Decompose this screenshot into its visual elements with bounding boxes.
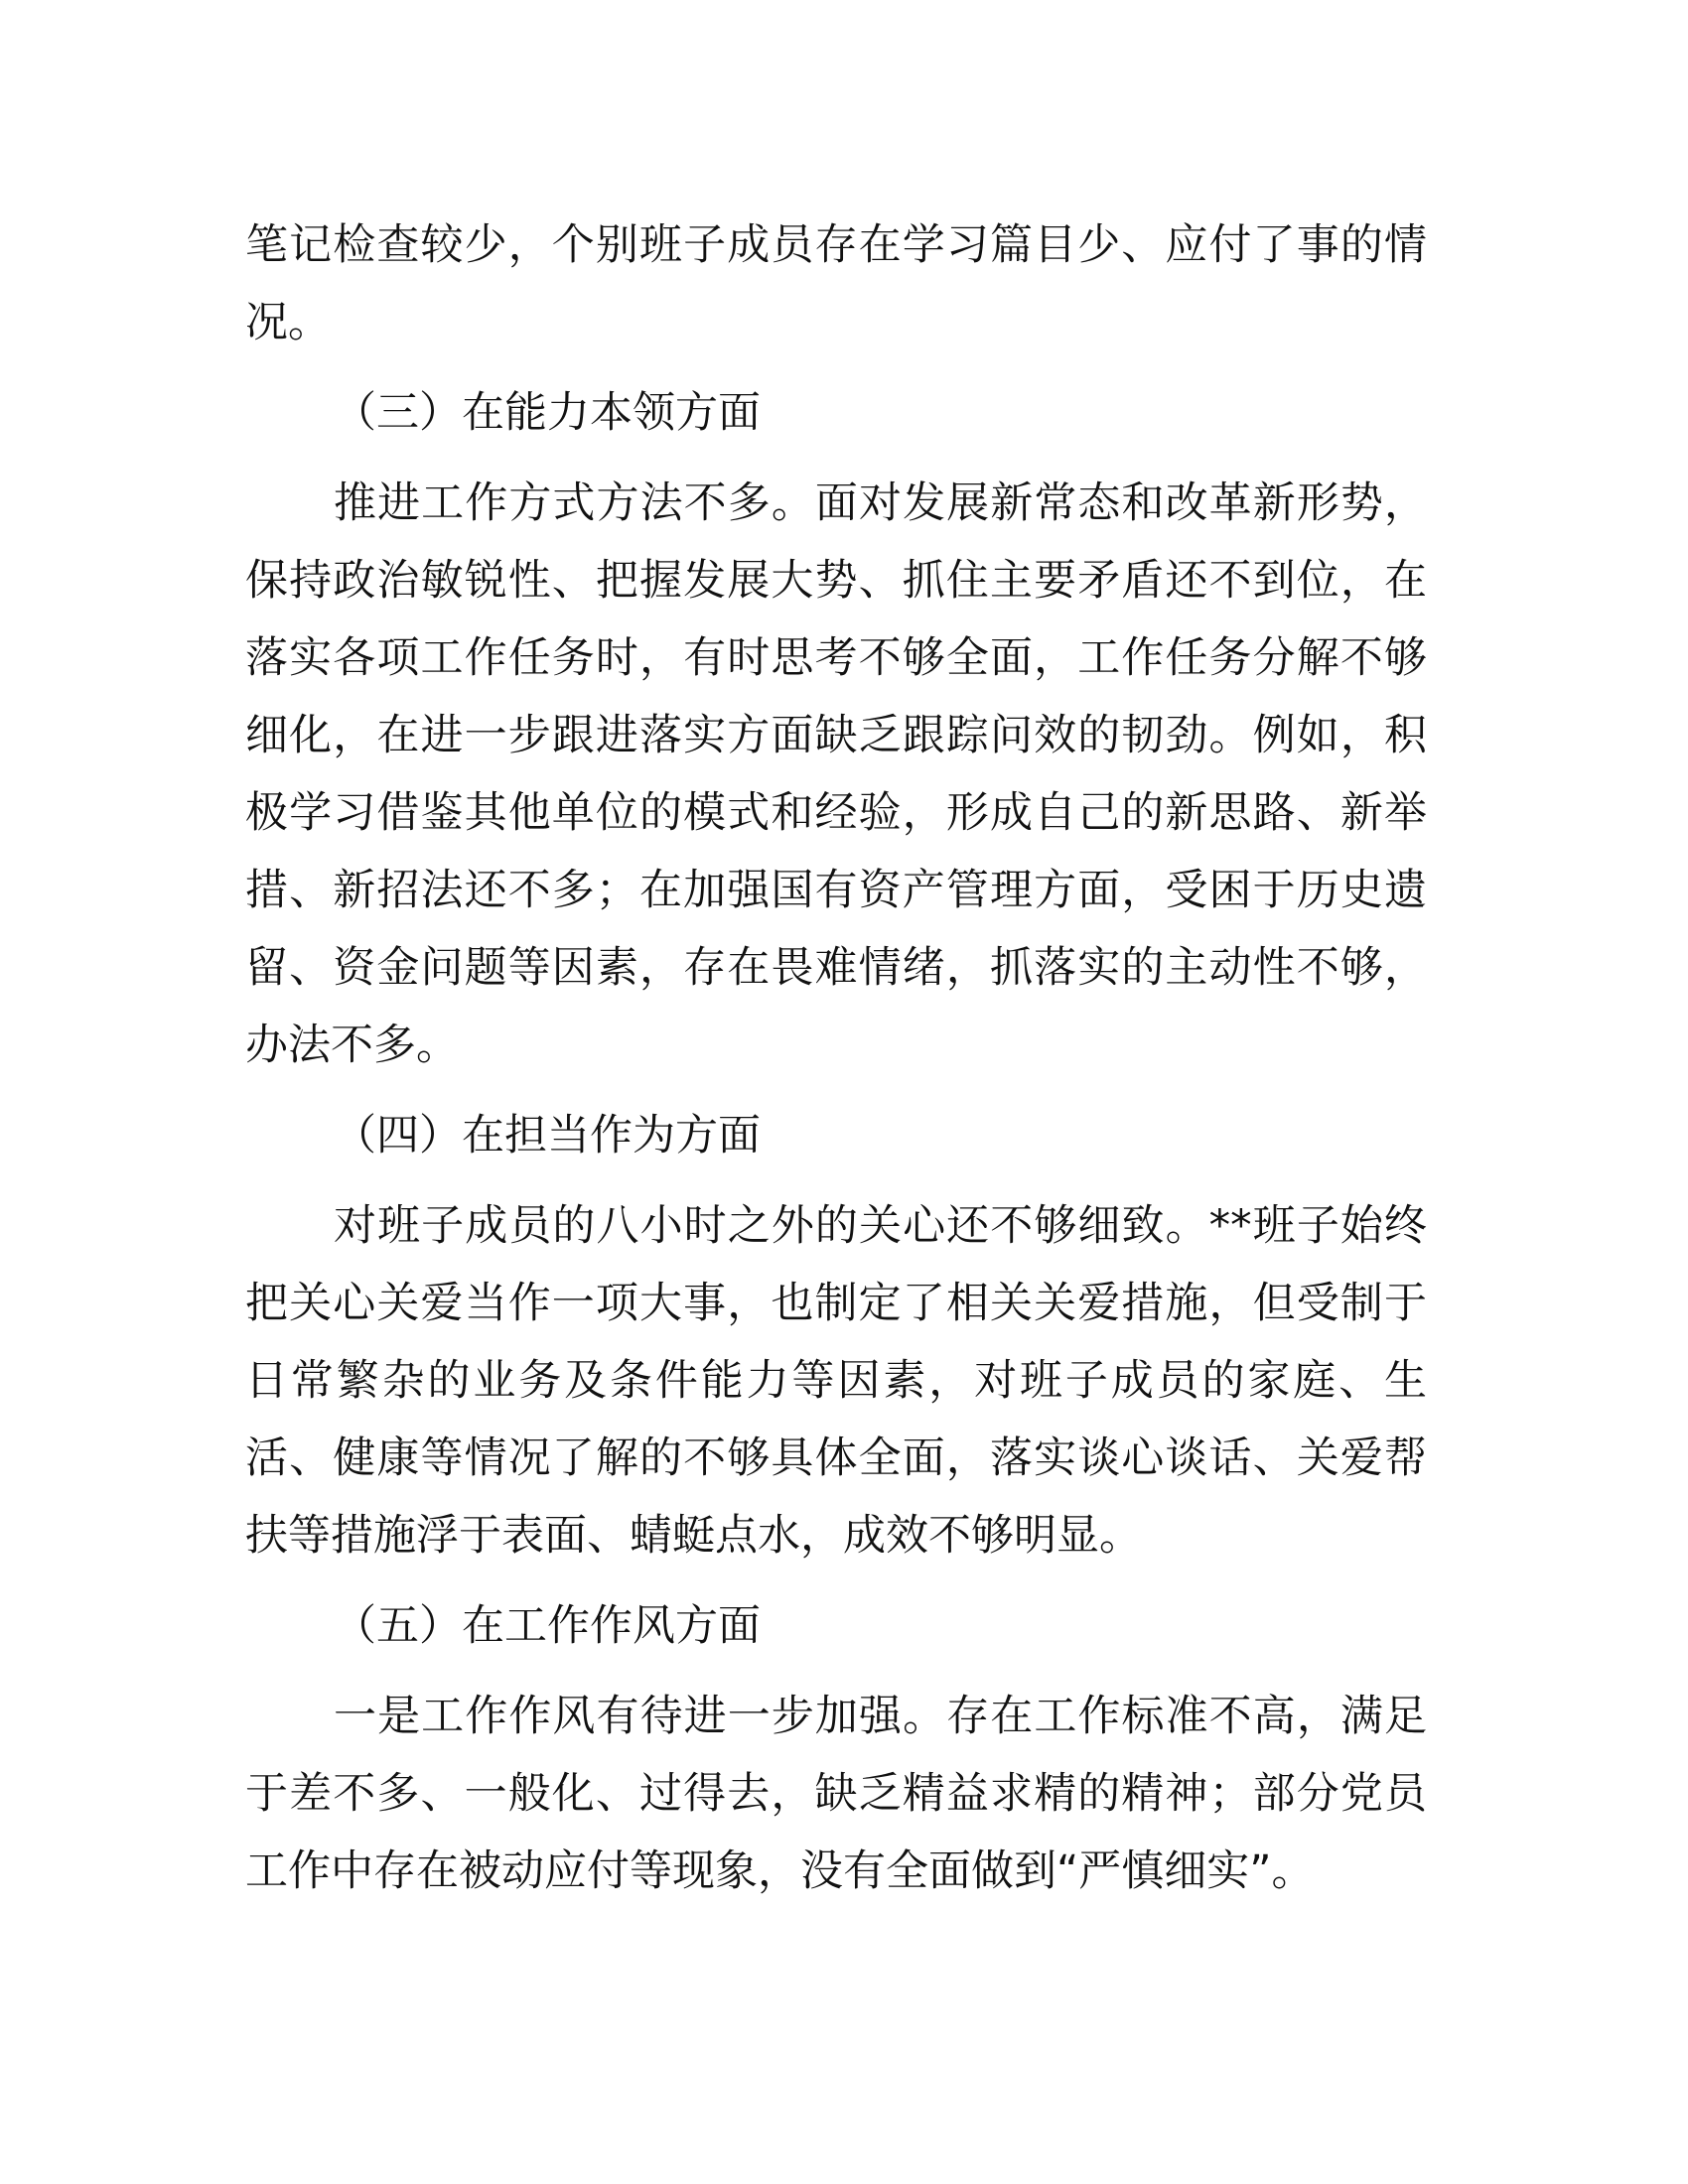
text-line: （五）在工作作风方面: [334, 1601, 761, 1651]
text-line: 笔记检查较少，个别班子成员存在学习篇目少、应付了事的情: [245, 220, 1427, 270]
document-page: [245, 206, 1427, 1923]
section-heading: [245, 374, 1427, 452]
text-line: 日常繁杂的业务及条件能力等因素，对班子成员的家庭、生: [245, 1356, 1427, 1406]
body-paragraph: [245, 206, 1427, 361]
body-paragraph: [245, 1678, 1427, 1910]
text-line: 极学习借鉴其他单位的模式和经验，形成自己的新思路、新举: [245, 788, 1427, 838]
text-line: 办法不多。: [245, 1021, 459, 1070]
text-line: 推进工作方式方法不多。面对发展新常态和改革新形势，: [334, 478, 1427, 528]
text-line: 措、新招法还不多；在加强国有资产管理方面，受困于历史遗: [245, 866, 1427, 915]
text-line: 活、健康等情况了解的不够具体全面，落实谈心谈话、关爱帮: [245, 1433, 1427, 1483]
text-line: （四）在担当作为方面: [334, 1111, 761, 1160]
text-line: 扶等措施浮于表面、蜻蜓点水，成效不够明显。: [245, 1511, 1142, 1561]
text-line: 于差不多、一般化、过得去，缺乏精益求精的精神；部分党员: [245, 1769, 1427, 1819]
text-line: 留、资金问题等因素，存在畏难情绪，抓落实的主动性不够，: [245, 943, 1427, 993]
body-paragraph: [245, 465, 1427, 1084]
text-line: 一是工作作风有待进一步加强。存在工作标准不高，满足: [334, 1692, 1427, 1741]
text-line: 把关心关爱当作一项大事，也制定了相关关爱措施，但受制于: [245, 1279, 1427, 1328]
text-line: 况。: [245, 298, 331, 347]
text-line: 工作中存在被动应付等现象，没有全面做到“严慎细实”。: [245, 1846, 1315, 1896]
text-line: 对班子成员的八小时之外的关心还不够细致。**班子始终: [334, 1201, 1427, 1251]
body-paragraph: [245, 1187, 1427, 1574]
text-line: （三）在能力本领方面: [334, 388, 761, 438]
text-line: 落实各项工作任务时，有时思考不够全面，工作任务分解不够: [245, 633, 1427, 683]
section-heading: [245, 1097, 1427, 1174]
section-heading: [245, 1587, 1427, 1665]
text-line: 保持政治敏锐性、把握发展大势、抓住主要矛盾还不到位，在: [245, 556, 1427, 606]
text-line: 细化，在进一步跟进落实方面缺乏跟踪问效的韧劲。例如，积: [245, 711, 1427, 760]
